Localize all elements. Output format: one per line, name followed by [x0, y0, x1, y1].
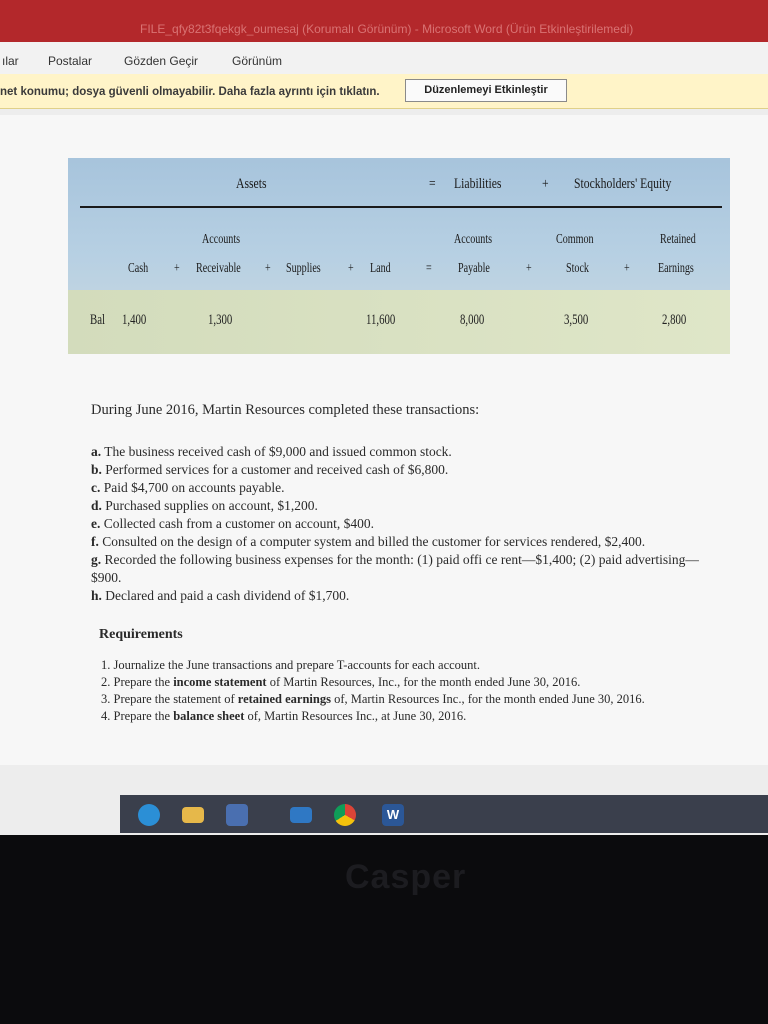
equity-header: Stockholders' Equity: [574, 176, 672, 192]
window-title: FILE_qfy82t3fqekgk_oumesaj (Korumalı Görünüm) - Microsoft Word (Ürün Etkinleştirilemedi): [140, 22, 634, 36]
list-item: 2. Prepare the income statement of Martin Resources, Inc., for the month ended June 30, 2016.: [101, 675, 581, 689]
cash-label: Cash: [128, 261, 149, 276]
list-item: g. Recorded the following business expenses for the month: (1) paid offi ce rent—$1,400; (2) paid advertising—$900.: [91, 552, 699, 585]
list-item: h. Declared and paid a cash dividend of $1,700.: [91, 588, 350, 603]
ar-label-top: Accounts: [202, 232, 241, 247]
list-item: f. Consulted on the design of a computer system and billed the customer for services rendered, $2,400.: [91, 534, 646, 549]
equals-sign: =: [429, 176, 436, 192]
balance-row: [68, 290, 730, 354]
list-item: 4. Prepare the balance sheet of, Martin Resources Inc., at June 30, 2016.: [101, 709, 467, 723]
plus-sign: +: [526, 261, 532, 276]
word-icon[interactable]: W: [382, 804, 404, 826]
cs-balance: 3,500: [564, 312, 589, 328]
ap-label-bottom: Payable: [458, 261, 490, 276]
cs-label-top: Common: [556, 232, 594, 247]
plus-sign: +: [542, 176, 549, 192]
ar-balance: 1,300: [208, 312, 233, 328]
requirements-heading: Requirements: [99, 627, 183, 642]
ar-label-bottom: Receivable: [196, 261, 241, 276]
transaction-list: [91, 443, 701, 605]
list-item: 3. Prepare the statement of retained earnings of, Martin Resources Inc., for the month ended June 30, 2016.: [101, 692, 645, 706]
liabilities-header: Liabilities: [454, 176, 502, 192]
file-explorer-icon[interactable]: [182, 807, 204, 823]
tab-gorunum[interactable]: Görünüm: [232, 54, 283, 68]
tab-postalar[interactable]: Postalar: [48, 54, 93, 68]
chrome-icon[interactable]: [334, 804, 356, 826]
ribbon-tabs: [0, 42, 768, 75]
list-item: b. Performed services for a customer and received cash of $6,800.: [91, 462, 449, 477]
tab-ilar[interactable]: ılar: [2, 54, 19, 68]
protected-view-bar: [0, 74, 768, 109]
plus-sign: +: [265, 261, 271, 276]
re-label-top: Retained: [660, 232, 696, 247]
bal-label: Bal: [90, 312, 106, 328]
edge-icon[interactable]: [138, 804, 160, 826]
requirements-list: [91, 657, 701, 725]
title-bar: [0, 0, 768, 42]
taskbar: [120, 795, 768, 833]
protected-view-message[interactable]: net konumu; dosya güvenli olmayabilir. Daha fazla ayrıntı için tıklatın.: [0, 86, 380, 98]
supplies-label: Supplies: [286, 261, 321, 276]
plus-sign: +: [624, 261, 630, 276]
tab-gozden-gecir[interactable]: Gözden Geçir: [124, 54, 199, 68]
header-rule: [80, 206, 722, 208]
equals-sign: =: [426, 261, 432, 276]
list-item: e. Collected cash from a customer on account, $400.: [91, 516, 375, 531]
ap-label-top: Accounts: [454, 232, 493, 247]
intro-text: During June 2016, Martin Resources completed these transactions:: [91, 402, 480, 418]
ap-balance: 8,000: [460, 312, 485, 328]
list-item: 1. Journalize the June transactions and prepare T-accounts for each account.: [101, 658, 481, 672]
list-item: d. Purchased supplies on account, $1,200.: [91, 498, 318, 513]
re-label-bottom: Earnings: [658, 261, 694, 276]
store-icon[interactable]: [226, 804, 248, 826]
list-item: c. Paid $4,700 on accounts payable.: [91, 480, 285, 495]
plus-sign: +: [348, 261, 354, 276]
cash-balance: 1,400: [122, 312, 147, 328]
mail-icon[interactable]: [290, 807, 312, 823]
assets-header: Assets: [236, 176, 267, 192]
land-label: Land: [370, 261, 391, 276]
cs-label-bottom: Stock: [566, 261, 589, 276]
list-item: a. The business received cash of $9,000 and issued common stock.: [91, 444, 452, 459]
accounting-equation-image: [68, 158, 730, 354]
re-balance: 2,800: [662, 312, 687, 328]
plus-sign: +: [174, 261, 180, 276]
document-body: [91, 402, 701, 725]
enable-editing-button[interactable]: Düzenlemeyi Etkinleştir: [405, 79, 567, 102]
casper-logo: Casper: [345, 858, 467, 896]
land-balance: 11,600: [366, 312, 396, 328]
